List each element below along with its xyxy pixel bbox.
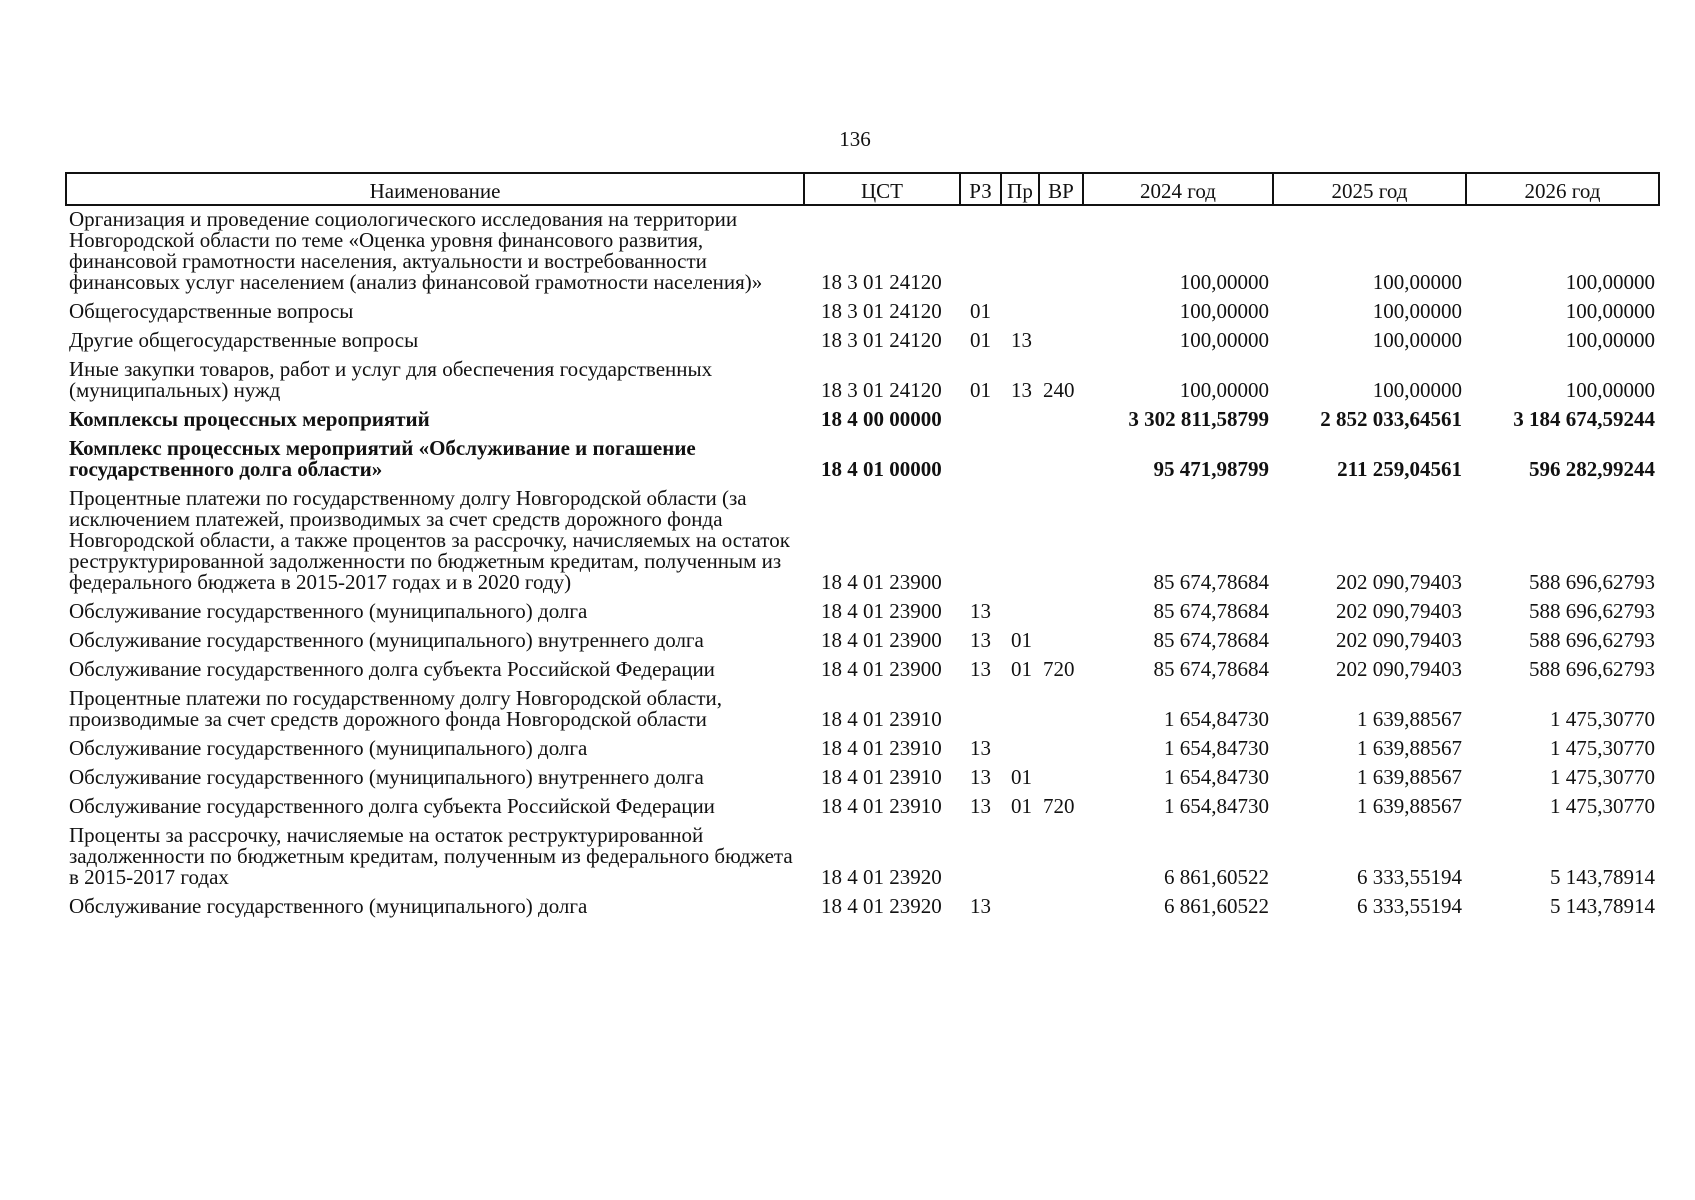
row-2025: 100,00000	[1372, 378, 1462, 402]
row-2025: 202 090,79403	[1336, 657, 1462, 681]
table-row	[66, 627, 1659, 656]
row-pr: 13	[1011, 328, 1032, 352]
row-2024: 1 654,84730	[1164, 794, 1269, 818]
row-2024: 1 654,84730	[1164, 736, 1269, 760]
row-rz: 13	[970, 736, 991, 760]
row-2026: 1 475,30770	[1550, 707, 1655, 731]
row-pr	[1001, 735, 1039, 764]
row-2024: 100,00000	[1179, 378, 1269, 402]
row-vr	[1039, 685, 1083, 735]
row-rz	[960, 822, 1001, 893]
header-rz: РЗ	[960, 173, 1001, 205]
page-number: 136	[839, 127, 871, 151]
row-2026: 5 143,78914	[1550, 865, 1655, 889]
row-2024: 100,00000	[1179, 328, 1269, 352]
table-row	[66, 764, 1659, 793]
row-rz: 01	[970, 328, 991, 352]
row-cst: 18 4 00 00000	[821, 407, 942, 431]
row-name: Комплексы процессных мероприятий	[69, 407, 430, 431]
row-2025: 1 639,88567	[1357, 707, 1462, 731]
table-row	[66, 435, 1659, 485]
row-2024: 6 861,60522	[1164, 894, 1269, 918]
row-rz: 13	[970, 794, 991, 818]
row-cst: 18 4 01 23910	[821, 736, 942, 760]
row-name: Процентные платежи по государственному долгу Новгородской области, производимые за счет средств дорожного фонда Новгородской области	[69, 686, 722, 731]
row-cst: 18 3 01 24120	[821, 270, 942, 294]
table-row	[66, 822, 1659, 893]
row-pr: 01	[1011, 628, 1032, 652]
row-2026: 3 184 674,59244	[1513, 407, 1655, 431]
row-name: Процентные платежи по государственному долгу Новгородской области (за исключением платежей, производимых за счет средств дорожного фонда Новгородской области, а также процентов за рассрочку, начисляемых на остаток реструктурированной задолженности по бюджетным кредитам, полученным из федерального бюджета в 2015-2017 годах и в 2020 году)	[69, 486, 790, 594]
row-2024: 100,00000	[1179, 299, 1269, 323]
row-2025: 202 090,79403	[1336, 599, 1462, 623]
row-pr	[1001, 485, 1039, 598]
row-vr	[1039, 485, 1083, 598]
row-2025: 1 639,88567	[1357, 736, 1462, 760]
row-name: Организация и проведение социологического исследования на территории Новгородской области по теме «Оценка уровня финансового развития, финансовой грамотности населения, актуальности и востребованности финансовых услуг населением (анализ финансовой грамотности населения)»	[69, 207, 763, 294]
row-rz: 13	[970, 628, 991, 652]
row-2025: 1 639,88567	[1357, 765, 1462, 789]
row-2025: 202 090,79403	[1336, 570, 1462, 594]
row-2025: 202 090,79403	[1336, 628, 1462, 652]
table-row	[66, 356, 1659, 406]
table-row	[66, 485, 1659, 598]
row-2025: 211 259,04561	[1337, 457, 1462, 481]
row-2024: 1 654,84730	[1164, 707, 1269, 731]
row-vr: 720	[1043, 794, 1075, 818]
row-2024: 85 674,78684	[1153, 657, 1269, 681]
row-cst: 18 4 01 23910	[821, 794, 942, 818]
row-name: Обслуживание государственного долга субъекта Российской Федерации	[69, 794, 715, 818]
row-rz	[960, 435, 1001, 485]
row-pr	[1001, 685, 1039, 735]
row-vr	[1039, 893, 1083, 922]
row-2024: 95 471,98799	[1153, 457, 1269, 481]
row-name: Обслуживание государственного (муниципального) долга	[69, 736, 588, 760]
row-name: Иные закупки товаров, работ и услуг для обеспечения государственных (муниципальных) нужд	[69, 357, 713, 402]
row-2025: 100,00000	[1372, 299, 1462, 323]
row-vr	[1039, 627, 1083, 656]
table-header-row	[66, 173, 1659, 205]
budget-table	[65, 172, 1660, 922]
row-vr	[1039, 435, 1083, 485]
row-vr	[1039, 406, 1083, 435]
row-name: Обслуживание государственного (муниципального) внутреннего долга	[69, 765, 704, 789]
header-2024: 2024 год	[1083, 173, 1273, 205]
row-2026: 588 696,62793	[1529, 599, 1655, 623]
row-2026: 100,00000	[1565, 299, 1655, 323]
table-row	[66, 793, 1659, 822]
row-cst: 18 4 01 23900	[821, 570, 942, 594]
row-cst: 18 3 01 24120	[821, 328, 942, 352]
row-vr	[1039, 598, 1083, 627]
row-rz	[960, 406, 1001, 435]
row-name: Другие общегосударственные вопросы	[69, 328, 419, 352]
row-pr: 01	[1011, 765, 1032, 789]
row-name: Обслуживание государственного (муниципального) долга	[69, 599, 588, 623]
row-rz: 13	[970, 894, 991, 918]
row-vr	[1039, 735, 1083, 764]
table-body	[66, 205, 1659, 922]
row-rz	[960, 205, 1001, 298]
row-cst: 18 3 01 24120	[821, 378, 942, 402]
row-2025: 100,00000	[1372, 270, 1462, 294]
row-pr	[1001, 598, 1039, 627]
row-2026: 100,00000	[1565, 378, 1655, 402]
row-2026: 100,00000	[1565, 270, 1655, 294]
row-2025: 100,00000	[1372, 328, 1462, 352]
row-2024: 3 302 811,58799	[1128, 407, 1269, 431]
row-cst: 18 4 01 23910	[821, 707, 942, 731]
row-2024: 85 674,78684	[1153, 570, 1269, 594]
row-vr: 720	[1043, 657, 1075, 681]
row-2025: 2 852 033,64561	[1320, 407, 1462, 431]
row-cst: 18 4 01 23900	[821, 657, 942, 681]
row-2024: 6 861,60522	[1164, 865, 1269, 889]
row-2026: 588 696,62793	[1529, 628, 1655, 652]
row-2026: 1 475,30770	[1550, 736, 1655, 760]
row-pr	[1001, 822, 1039, 893]
header-vr: ВР	[1039, 173, 1083, 205]
header-pr: Пр	[1001, 173, 1039, 205]
table-row	[66, 893, 1659, 922]
row-cst: 18 4 01 23900	[821, 599, 942, 623]
table-row	[66, 735, 1659, 764]
row-pr	[1001, 205, 1039, 298]
row-2026: 588 696,62793	[1529, 570, 1655, 594]
table-row	[66, 685, 1659, 735]
row-pr	[1001, 406, 1039, 435]
row-pr	[1001, 893, 1039, 922]
row-2024: 100,00000	[1179, 270, 1269, 294]
header-2025: 2025 год	[1273, 173, 1466, 205]
row-name: Обслуживание государственного (муниципального) долга	[69, 894, 588, 918]
row-rz	[960, 685, 1001, 735]
table-row	[66, 298, 1659, 327]
row-cst: 18 3 01 24120	[821, 299, 942, 323]
row-rz: 13	[970, 599, 991, 623]
row-cst: 18 4 01 23910	[821, 765, 942, 789]
header-name: Наименование	[66, 173, 804, 205]
row-2026: 5 143,78914	[1550, 894, 1655, 918]
row-rz: 13	[970, 765, 991, 789]
table-row	[66, 406, 1659, 435]
row-pr: 01	[1011, 657, 1032, 681]
row-2025: 1 639,88567	[1357, 794, 1462, 818]
row-rz: 13	[970, 657, 991, 681]
row-rz	[960, 485, 1001, 598]
row-name: Обслуживание государственного долга субъекта Российской Федерации	[69, 657, 715, 681]
row-vr	[1039, 205, 1083, 298]
row-vr: 240	[1043, 378, 1075, 402]
row-2025: 6 333,55194	[1357, 865, 1462, 889]
row-2026: 1 475,30770	[1550, 794, 1655, 818]
row-rz: 01	[970, 299, 991, 323]
row-cst: 18 4 01 23920	[821, 865, 942, 889]
row-cst: 18 4 01 23900	[821, 628, 942, 652]
row-2026: 100,00000	[1565, 328, 1655, 352]
row-pr	[1001, 298, 1039, 327]
row-pr	[1001, 435, 1039, 485]
table-row	[66, 598, 1659, 627]
row-name: Обслуживание государственного (муниципального) внутреннего долга	[69, 628, 704, 652]
row-vr	[1039, 822, 1083, 893]
row-name: Общегосударственные вопросы	[69, 299, 354, 323]
row-vr	[1039, 298, 1083, 327]
row-pr: 01	[1011, 794, 1032, 818]
row-cst: 18 4 01 23920	[821, 894, 942, 918]
row-2024: 85 674,78684	[1153, 628, 1269, 652]
row-pr: 13	[1011, 378, 1032, 402]
row-2026: 596 282,99244	[1529, 457, 1655, 481]
row-2024: 1 654,84730	[1164, 765, 1269, 789]
table-row	[66, 205, 1659, 298]
header-2026: 2026 год	[1466, 173, 1659, 205]
row-2026: 588 696,62793	[1529, 657, 1655, 681]
row-name: Проценты за рассрочку, начисляемые на остаток реструктурированной задолженности по бюджетным кредитам, полученным из федерального бюджета в 2015-2017 годах	[69, 823, 793, 889]
header-cst: ЦСТ	[804, 173, 960, 205]
row-2024: 85 674,78684	[1153, 599, 1269, 623]
row-2026: 1 475,30770	[1550, 765, 1655, 789]
table-row	[66, 656, 1659, 685]
row-vr	[1039, 327, 1083, 356]
table-row	[66, 327, 1659, 356]
row-rz: 01	[970, 378, 991, 402]
row-cst: 18 4 01 00000	[821, 457, 942, 481]
row-vr	[1039, 764, 1083, 793]
row-name: Комплекс процессных мероприятий «Обслуживание и погашение государственного долга области»	[69, 436, 696, 481]
row-2025: 6 333,55194	[1357, 894, 1462, 918]
